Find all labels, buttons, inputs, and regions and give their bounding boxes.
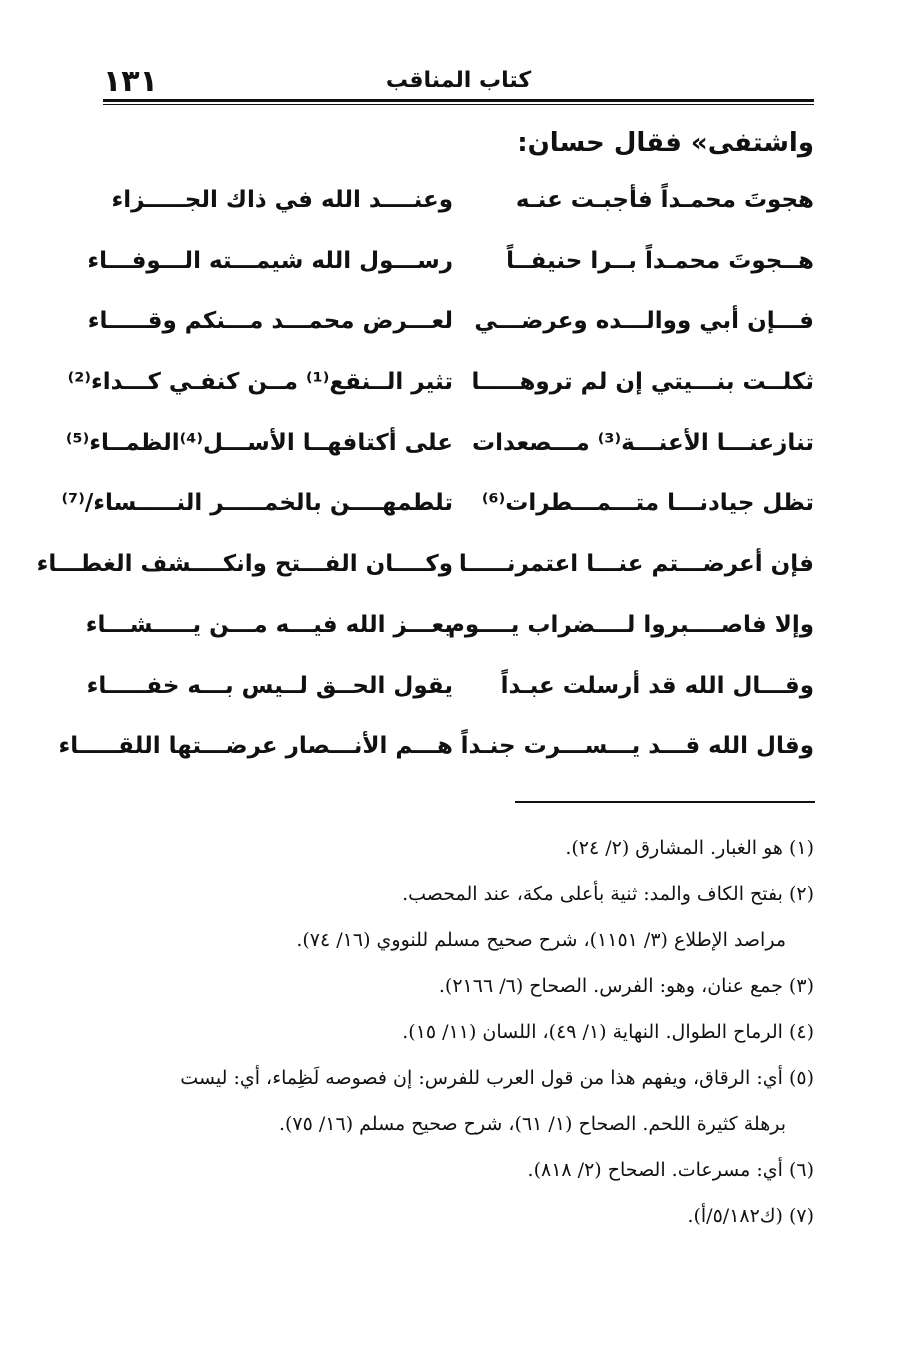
verse-line	[61, 481, 814, 542]
verse-line	[87, 239, 814, 300]
second-hemistich: تثير الــنقع⁽¹⁾ مــن كنفـي كـــداء⁽²⁾	[67, 369, 453, 396]
verse-line	[87, 299, 814, 360]
footnote: (٢) بفتح الكاف والمد: ثنية بأعلى مكة، عند المحصب.	[402, 883, 814, 905]
first-hemistich: وإلا فاصــــبروا لــــضراب يــــوم	[448, 611, 814, 638]
header-rule-thin	[103, 104, 814, 105]
verse-line	[85, 603, 814, 664]
verse-line	[67, 360, 814, 421]
first-hemistich: فـــإن أبي ووالـــده وعرضـــي	[474, 308, 814, 335]
page-header	[103, 60, 814, 100]
second-hemistich: هـــم الأنـــصار عرضـــتها اللقـــــاء	[58, 733, 453, 760]
footnote: (١) هو الغبار. المشارق (٢/ ٢٤).	[565, 837, 814, 859]
first-hemistich: فإن أعرضـــتم عنـــا اعتمرنـــــا	[458, 551, 814, 578]
first-hemistich: هجوتَ محمـداً فأجبـت عنـه	[515, 187, 814, 213]
book-title: كتاب المناقب	[385, 68, 532, 93]
second-hemistich: وكــــان الفـــتح وانكــــشف الغطـــاء	[36, 551, 453, 578]
footnote-separator	[515, 801, 815, 803]
verse-line	[58, 724, 814, 785]
footnote: (٥) أي: الرقاق، ويفهم هذا من قول العرب للفرس: إن فصوصه لَظِماء، أي: ليست	[180, 1067, 814, 1089]
verse-line	[65, 421, 814, 482]
first-hemistich: وقـــال الله قد أرسلت عبـداً	[500, 672, 814, 699]
second-hemistich: يعـــز الله فيـــه مـــن يـــــشـــاء	[85, 611, 453, 638]
first-hemistich: ثكلــت بنـــيتي إن لم تروهـــــا	[471, 369, 814, 396]
verse-line	[86, 664, 814, 725]
first-hemistich: وقال الله قـــد يـــســـرت جنـداً	[460, 733, 814, 760]
verse-line	[103, 178, 814, 239]
footnote: (٧) (ك٥/١٨٢/أ).	[687, 1205, 814, 1227]
second-hemistich: يقول الحــق لــيس بـــه خفـــــاء	[86, 672, 453, 699]
poem	[36, 178, 814, 785]
footnote: (٣) جمع عنان، وهو: الفرس. الصحاح (٦/ ٢١٦٦).	[438, 975, 814, 997]
second-hemistich: رســـول الله شيمـــته الـــوفـــاء	[87, 247, 453, 274]
first-hemistich: تنازعنـــا الأعنـــة⁽³⁾ مـــصعدات	[472, 429, 814, 456]
intro-line: واشتفى» فقال حسان:	[517, 128, 814, 158]
footnote: (٦) أي: مسرعات. الصحاح (٢/ ٨١٨).	[527, 1159, 814, 1181]
first-hemistich: تظل جيادنـــا متـــمـــطرات⁽⁶⁾	[481, 490, 814, 517]
second-hemistich: لعـــرض محمـــد مـــنكم وقـــــاء	[87, 308, 453, 335]
second-hemistich: تلطمهــــن بالخمـــــر النـــــساء/⁽⁷⁾	[61, 490, 453, 517]
first-hemistich: هــجوتَ محمـداً بــرا حنيفــاً	[506, 247, 814, 274]
header-rule-thick	[103, 99, 814, 102]
second-hemistich: وعنــــد الله في ذاك الجـــــزاء	[111, 187, 453, 213]
footnote: (٤) الرماح الطوال. النهاية (١/ ٤٩)، اللسان (١١/ ١٥).	[402, 1021, 814, 1043]
footnote-continuation: مراصد الإطلاع (٣/ ١١٥١)، شرح صحيح مسلم للنووي (١٦/ ٧٤).	[296, 929, 786, 951]
footnotes	[103, 825, 814, 1239]
verse-line	[36, 542, 814, 603]
footnote-continuation: برهلة كثيرة اللحم. الصحاح (١/ ٦١)، شرح صحيح مسلم (١٦/ ٧٥).	[278, 1113, 786, 1135]
second-hemistich: على أكتافهــا الأســـل⁽⁴⁾الظمــاء⁽⁵⁾	[65, 429, 453, 456]
page-number: ١٣١	[103, 64, 158, 99]
